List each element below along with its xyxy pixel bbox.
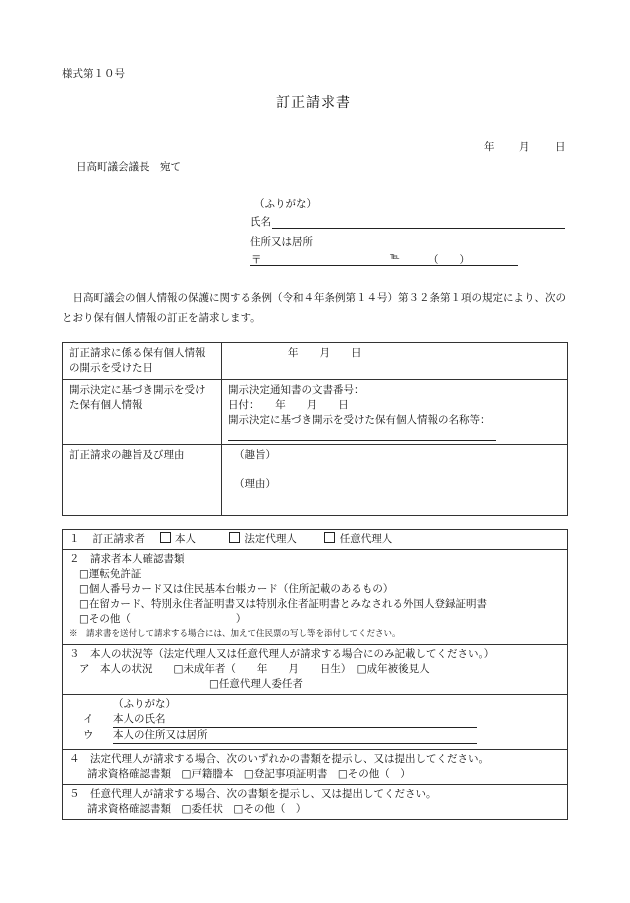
principal-furigana-label: （ふりがな）: [113, 698, 176, 710]
table-row: [63, 380, 568, 445]
requester-info-table: [62, 529, 568, 820]
purpose-reason-cell[interactable]: [222, 445, 568, 516]
voluntary-rep-option-label: 任意代理人: [339, 533, 393, 545]
table-row: [63, 530, 568, 550]
voluntary-rep-docs-section: [63, 785, 568, 820]
voluntary-rep-docs-options[interactable]: 請求資格確認書類 □委任状 □その他（ ）: [87, 803, 307, 815]
date-day-label: 日: [555, 141, 566, 153]
decision-date-label: 日付： 年 月 日: [228, 399, 349, 411]
requester-type-row: [63, 530, 568, 550]
date-year-label: 年: [484, 141, 495, 153]
section-1-number: １: [69, 533, 80, 545]
table-row: [63, 645, 568, 695]
id-doc-my-number-card[interactable]: □個人番号カード又は住民基本台帳カード（住所記載のあるもの）: [79, 583, 394, 595]
self-checkbox[interactable]: [160, 532, 171, 543]
identity-docs-note: ※ 請求書を送付して請求する場合には、加えて住民票の写し等を添付してください。: [69, 629, 401, 639]
legal-rep-docs-options[interactable]: 請求資格確認書類 □戸籍謄本 □登記事項証明書 □その他（ ）: [87, 768, 411, 780]
date-month-label: 月: [519, 141, 530, 153]
principal-name-label: 本人の氏名: [113, 713, 166, 725]
identity-docs-title: ２ 請求者本人確認書類: [69, 553, 185, 565]
form-number: 様式第１０号: [62, 68, 125, 80]
legal-rep-docs-section: [63, 750, 568, 785]
legal-rep-docs-title: ４ 法定代理人が請求する場合、次のいずれかの書類を提示し、又は提出してください。: [69, 753, 489, 765]
principal-identity-section: [63, 695, 568, 750]
requester-type-label: 訂正請求者: [92, 533, 145, 545]
item-u-mark: ウ: [83, 729, 94, 741]
purpose-reason-label: 訂正請求の趣旨及び理由: [63, 445, 222, 516]
info-name-field[interactable]: [228, 428, 496, 441]
principal-status-line-2[interactable]: □任意代理人委任者: [209, 678, 303, 690]
disclosed-info-cell[interactable]: [222, 380, 568, 445]
disclosure-date-cell[interactable]: [222, 343, 568, 380]
principal-address-field[interactable]: [113, 728, 477, 744]
applicant-name-label: 氏名: [250, 216, 271, 228]
table-row: [63, 695, 568, 750]
id-doc-residence-card[interactable]: □在留カード、特別永住者証明書又は特別永住者証明書とみなされる外国人登録証明書: [79, 598, 487, 610]
info-name-label: 開示決定に基づき開示を受けた保有個人情報の名称等：: [228, 414, 491, 426]
identity-docs-section: [63, 550, 568, 645]
table-row: [63, 445, 568, 516]
principal-status-section: [63, 645, 568, 695]
principal-status-line[interactable]: ア 本人の状況 □未成年者（ 年 月 日生） □成年被後見人: [79, 663, 430, 675]
table-row: [63, 785, 568, 820]
item-i-mark: イ: [83, 713, 94, 725]
principal-address-label: 本人の住所又は居所: [113, 729, 208, 741]
applicant-furigana-label: （ふりがな）: [254, 198, 317, 210]
tel-label: ℡: [390, 252, 400, 262]
id-doc-other[interactable]: □その他（ ）: [79, 613, 247, 625]
self-option-label: 本人: [175, 533, 197, 545]
disclosure-date-label: 訂正請求に係る保有個人情報の開示を受けた日: [63, 343, 222, 380]
intro-text: 日高町議会の個人情報の保護に関する条例（令和４年条例第１４号）第３２条第１項の規定により、次のとおり保有個人情報の訂正を請求します。: [62, 292, 566, 324]
reason-label: （理由）: [234, 478, 276, 490]
postal-mark: 〒: [251, 254, 262, 266]
principal-status-title: ３ 本人の状況等（法定代理人又は任意代理人が請求する場合にのみ記載してください。）: [69, 648, 495, 660]
request-details-table: [62, 342, 568, 516]
voluntary-rep-docs-title: ５ 任意代理人が請求する場合、次の書類を提示し、又は提出してください。: [69, 788, 437, 800]
legal-rep-option-label: 法定代理人: [244, 533, 297, 545]
applicant-address-field[interactable]: [250, 265, 518, 266]
table-row: [63, 750, 568, 785]
id-doc-drivers-license[interactable]: □運転免許証: [79, 568, 142, 580]
table-row: [63, 343, 568, 380]
page-title: 訂正請求書: [276, 95, 351, 111]
legal-rep-checkbox[interactable]: [229, 532, 240, 543]
table-row: [63, 550, 568, 645]
applicant-address-label: 住所又は居所: [250, 236, 313, 248]
tel-paren: （ ）: [428, 254, 470, 266]
principal-name-field[interactable]: [113, 712, 477, 728]
addressee: 日高町議会議長 宛て: [76, 161, 181, 173]
voluntary-rep-checkbox[interactable]: [324, 532, 335, 543]
disclosure-date-value: 年 月 日: [288, 347, 362, 359]
document-number-label: 開示決定通知書の文書番号：: [228, 384, 365, 396]
purpose-label: （趣旨）: [234, 449, 276, 461]
disclosed-info-label: 開示決定に基づき開示を受けた保有個人情報: [63, 380, 222, 445]
applicant-name-field[interactable]: [272, 228, 565, 229]
